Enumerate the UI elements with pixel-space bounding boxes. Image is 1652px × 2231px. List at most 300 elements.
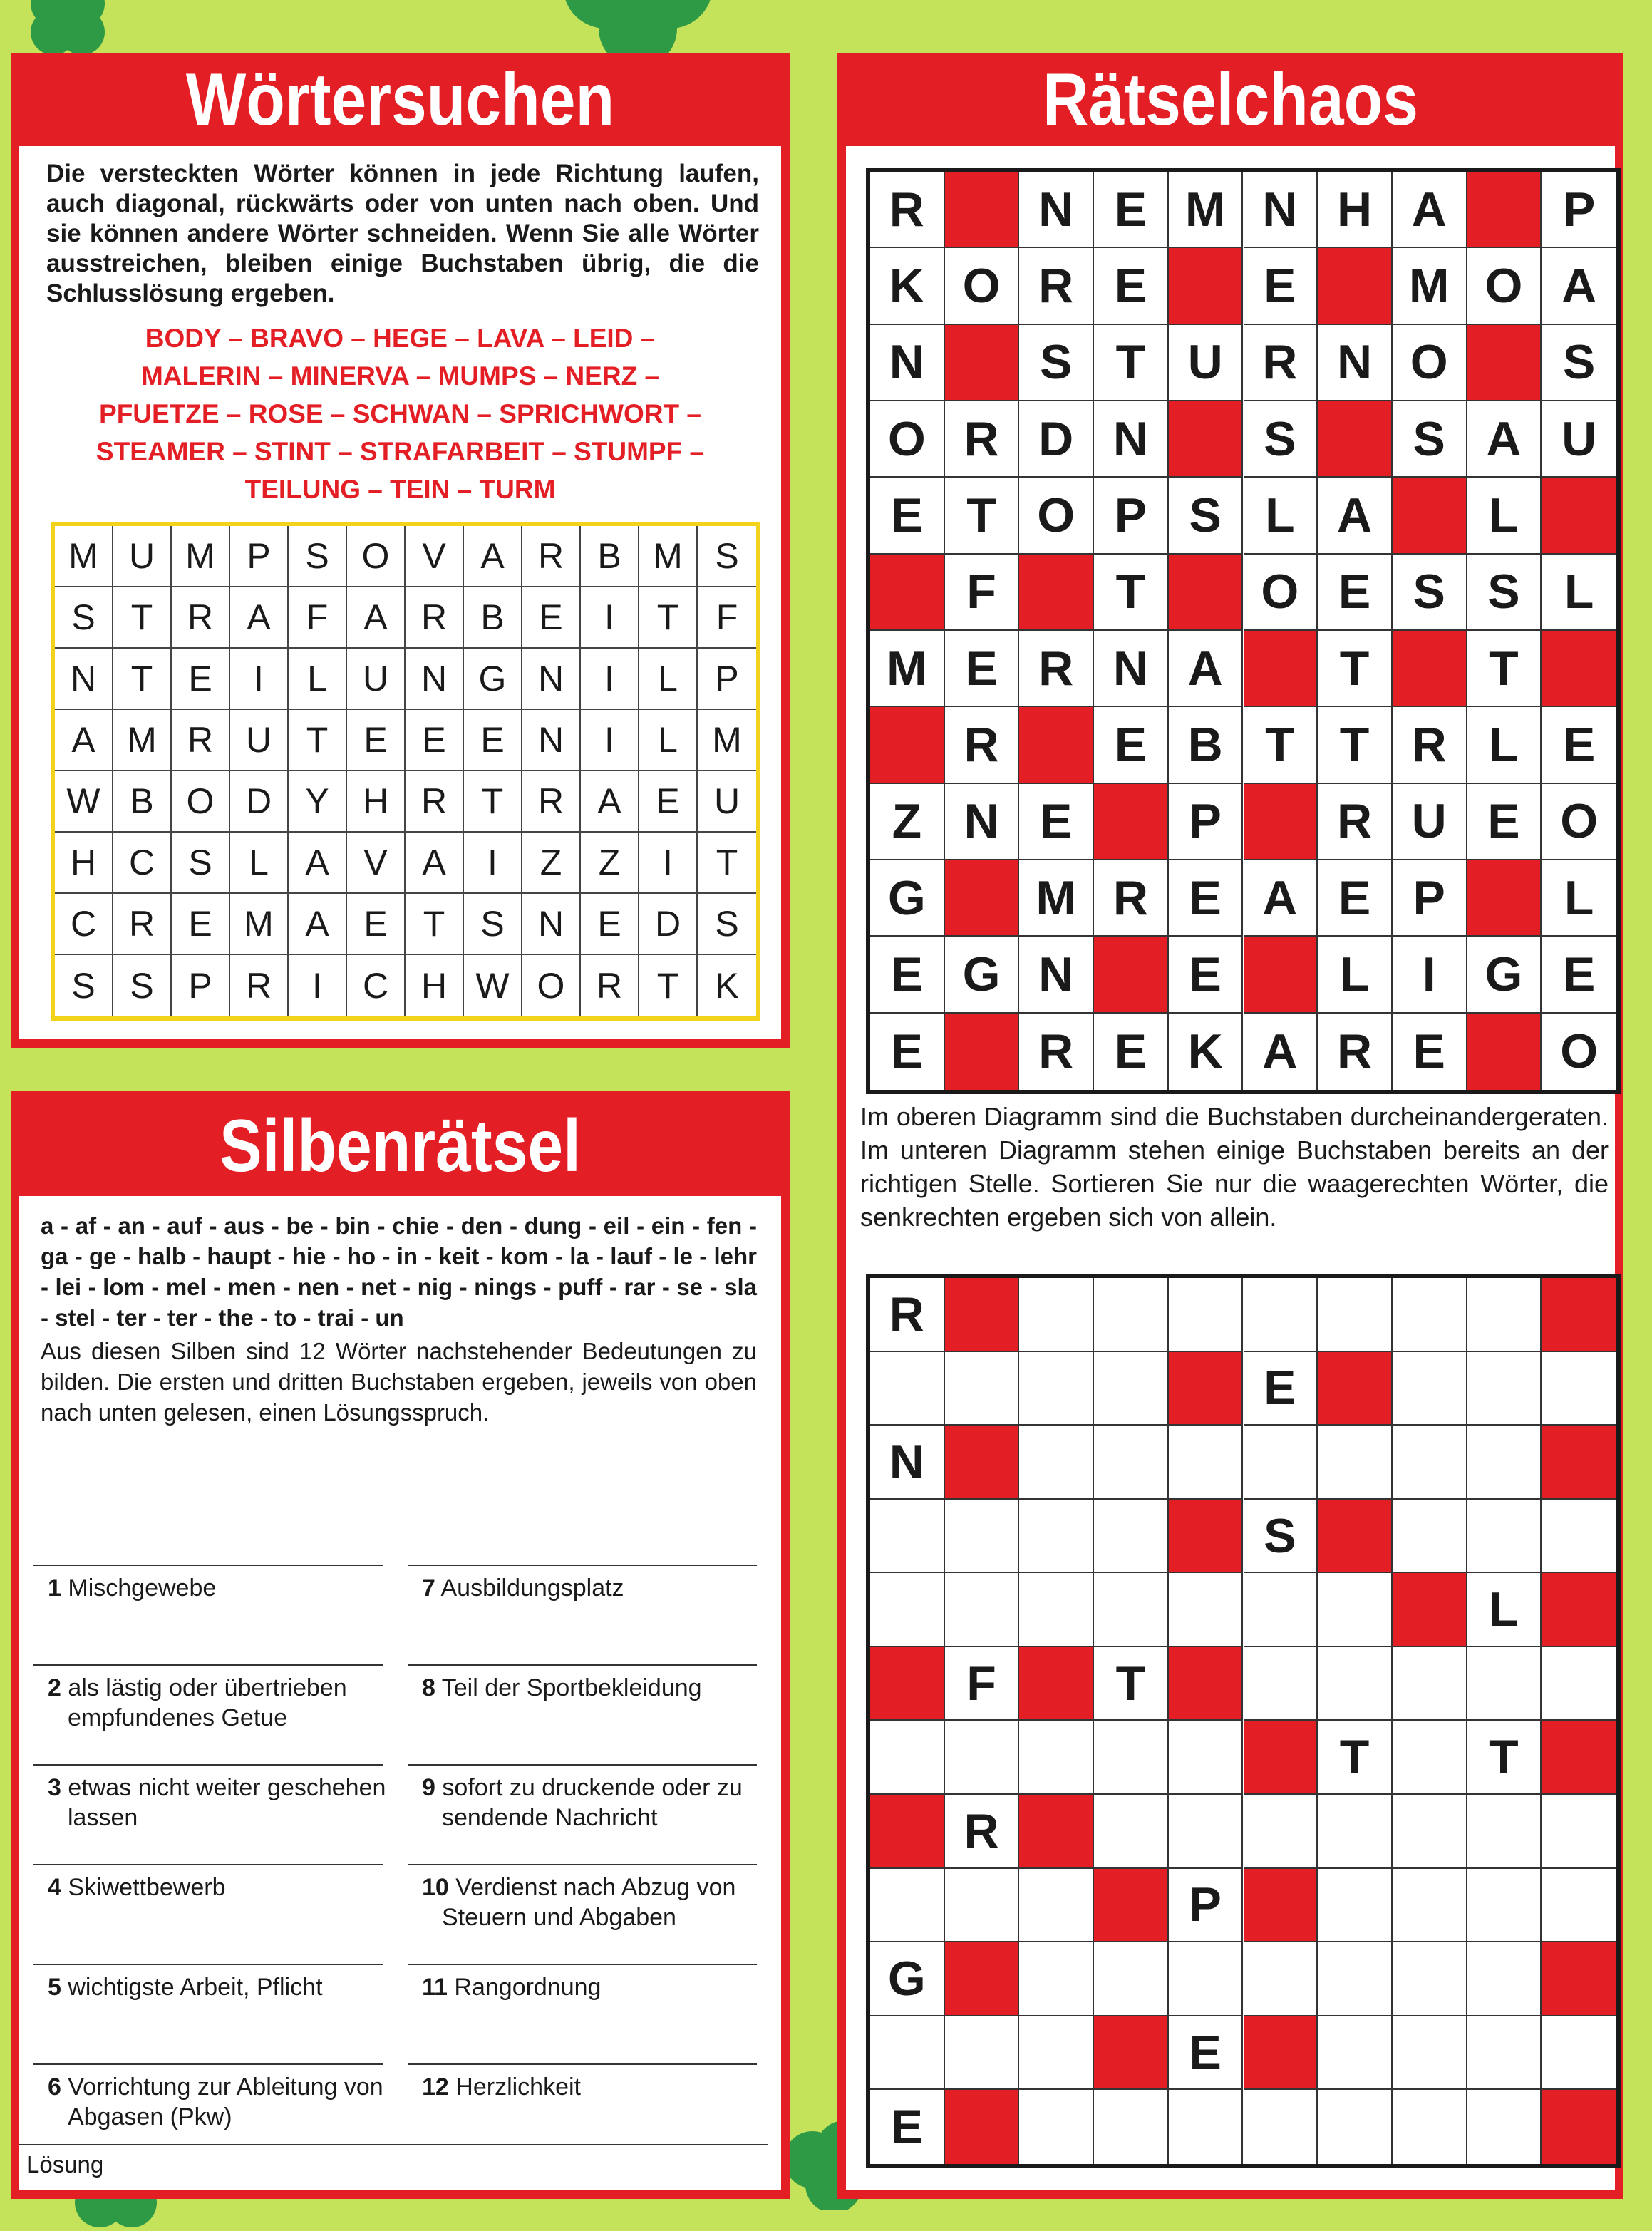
scrambled-grid-cell[interactable] [1318, 707, 1393, 783]
solution-grid-cell[interactable] [1169, 1573, 1244, 1647]
solution-grid-cell[interactable] [1244, 2090, 1318, 2164]
word-search-cell[interactable]: I [581, 587, 639, 649]
scrambled-grid-cell[interactable] [1019, 937, 1094, 1013]
scrambled-grid-cell[interactable] [1467, 401, 1542, 478]
word-search-cell[interactable]: E [639, 771, 698, 833]
clue-answer-line[interactable] [33, 2063, 383, 2065]
solution-grid-cell[interactable] [1467, 1352, 1542, 1426]
word-search-cell[interactable]: F [289, 587, 347, 649]
scrambled-grid-cell[interactable] [1094, 1014, 1169, 1090]
word-search-cell[interactable]: T [639, 955, 698, 1016]
scrambled-grid-cell[interactable] [1318, 631, 1393, 707]
solution-grid-cell[interactable] [1318, 1795, 1393, 1869]
scrambled-grid-cell[interactable] [1393, 1014, 1467, 1090]
solution-grid-cell[interactable] [1019, 1869, 1094, 1943]
word-search-cell[interactable]: P [698, 649, 756, 710]
word-search-cell[interactable]: D [230, 771, 289, 833]
word-search-cell[interactable]: R [230, 955, 289, 1016]
scrambled-grid-cell[interactable] [1393, 401, 1467, 478]
scrambled-grid-cell[interactable] [870, 631, 945, 707]
scrambled-grid-cell[interactable] [870, 401, 945, 478]
scrambled-grid-cell[interactable] [945, 248, 1020, 324]
scrambled-grid-cell[interactable] [1169, 937, 1244, 1013]
word-search-cell[interactable]: F [698, 587, 756, 649]
scrambled-grid-cell[interactable] [1542, 248, 1616, 324]
word-search-cell[interactable]: W [55, 771, 113, 833]
word-search-cell[interactable]: S [464, 894, 522, 955]
word-search-cell[interactable]: S [55, 587, 113, 649]
word-search-cell[interactable]: T [406, 894, 464, 955]
scrambled-grid-cell[interactable] [1318, 478, 1393, 554]
clue-answer-line[interactable] [408, 1664, 757, 1666]
solution-grid-cell[interactable] [1393, 1942, 1467, 2016]
word-search-cell[interactable]: V [347, 833, 406, 894]
solution-grid-cell[interactable] [1542, 1352, 1616, 1426]
word-search-cell[interactable]: S [113, 955, 172, 1016]
word-search-cell[interactable]: R [172, 710, 230, 771]
solution-grid-cell[interactable] [1244, 1426, 1318, 1500]
solution-grid-cell[interactable] [1244, 1278, 1318, 1352]
word-search-cell[interactable]: Z [522, 833, 581, 894]
solution-grid-cell[interactable] [870, 1942, 945, 2016]
solution-grid-cell[interactable] [1393, 1647, 1467, 1721]
scrambled-grid-cell[interactable] [870, 248, 945, 324]
word-search-cell[interactable]: I [289, 955, 347, 1016]
solution-grid-cell[interactable] [1169, 2090, 1244, 2164]
scrambled-grid-cell[interactable] [1244, 478, 1318, 554]
solution-grid-cell[interactable] [1019, 1278, 1094, 1352]
solution-grid-cell[interactable] [1094, 1795, 1169, 1869]
word-search-cell[interactable]: S [172, 833, 230, 894]
word-search-cell[interactable]: B [581, 526, 639, 587]
word-search-cell[interactable]: T [289, 710, 347, 771]
scrambled-grid-cell[interactable] [1169, 707, 1244, 783]
word-search-cell[interactable]: I [639, 833, 698, 894]
solution-grid-cell[interactable] [1467, 1795, 1542, 1869]
scrambled-grid-cell[interactable] [1542, 555, 1616, 631]
solution-label: Lösung [26, 2151, 104, 2178]
scrambled-grid-cell[interactable] [1318, 555, 1393, 631]
solution-grid-cell[interactable] [1094, 1278, 1169, 1352]
word-search-cell[interactable]: O [172, 771, 230, 833]
scrambled-grid-cell[interactable] [945, 478, 1020, 554]
word-search-cell[interactable]: V [406, 526, 464, 587]
word-search-cell[interactable]: A [581, 771, 639, 833]
word-search-cell[interactable]: M [113, 710, 172, 771]
scrambled-grid-cell[interactable] [1244, 860, 1318, 937]
solution-grid-cell[interactable] [1393, 1352, 1467, 1426]
scrambled-grid-cell[interactable] [945, 401, 1020, 478]
word-search-cell[interactable]: T [113, 587, 172, 649]
word-search-cell[interactable]: A [406, 833, 464, 894]
solution-grid-cell[interactable] [945, 1500, 1020, 1574]
word-search-cell[interactable]: E [347, 894, 406, 955]
scrambled-grid-cell[interactable] [1542, 784, 1616, 860]
solution-grid-cell[interactable] [1244, 1573, 1318, 1647]
scrambled-grid-cell[interactable] [1467, 478, 1542, 554]
solution-grid-cell[interactable] [1542, 1500, 1616, 1574]
word-search-cell[interactable]: R [581, 955, 639, 1016]
scrambled-grid-cell[interactable] [870, 860, 945, 937]
word-search-cell[interactable]: N [522, 649, 581, 710]
solution-grid-cell[interactable] [1542, 1795, 1616, 1869]
scrambled-grid-cell[interactable] [1393, 555, 1467, 631]
scrambled-grid-cell[interactable] [1094, 401, 1169, 478]
word-search-cell[interactable]: E [172, 649, 230, 710]
scrambled-grid-cell[interactable] [1244, 325, 1318, 401]
scrambled-grid-cell[interactable] [1094, 555, 1169, 631]
word-search-cell[interactable]: I [581, 649, 639, 710]
scrambled-grid-cell[interactable] [1019, 1014, 1094, 1090]
solution-grid-cell[interactable] [1318, 1278, 1393, 1352]
solution-grid-cell[interactable] [1094, 1721, 1169, 1795]
word-search-cell[interactable]: R [406, 587, 464, 649]
word-search-cell[interactable]: L [230, 833, 289, 894]
word-search-cell[interactable]: L [289, 649, 347, 710]
scrambled-grid-cell[interactable] [1467, 937, 1542, 1013]
solution-grid-cell[interactable] [1542, 1869, 1616, 1943]
solution-grid-cell[interactable] [1467, 1573, 1542, 1647]
word-search-cell[interactable]: A [55, 710, 113, 771]
solution-grid-cell[interactable] [1393, 2016, 1467, 2091]
solution-grid-cell[interactable] [1542, 2016, 1616, 2091]
scrambled-grid-cell[interactable] [1244, 555, 1318, 631]
word-search-cell[interactable]: W [464, 955, 522, 1016]
solution-grid-cell[interactable] [1393, 1500, 1467, 1574]
solution-grid-cell[interactable] [1318, 1426, 1393, 1500]
solution-grid-cell[interactable] [1019, 1573, 1094, 1647]
word-search-cell[interactable]: M [230, 894, 289, 955]
word-search-cell[interactable]: R [406, 771, 464, 833]
solution-grid-cell[interactable] [945, 1795, 1020, 1869]
word-search-cell[interactable]: H [347, 771, 406, 833]
solution-grid-cell[interactable] [1244, 1352, 1318, 1426]
word-search-cell[interactable]: M [55, 526, 113, 587]
word-search-cell[interactable]: I [464, 833, 522, 894]
scrambled-grid-cell[interactable] [1318, 860, 1393, 937]
clue-answer-line[interactable] [408, 1864, 757, 1865]
word-search-cell[interactable]: E [464, 710, 522, 771]
word-search-cell[interactable]: A [464, 526, 522, 587]
word-search-cell[interactable]: T [113, 649, 172, 710]
word-search-cell[interactable]: C [113, 833, 172, 894]
solution-grid-cell[interactable] [1244, 1500, 1318, 1574]
solution-grid-cell[interactable] [1019, 1500, 1094, 1574]
scrambled-grid-cell[interactable] [870, 784, 945, 860]
scrambled-grid-cell[interactable] [1244, 1014, 1318, 1090]
scrambled-grid-cell[interactable] [945, 784, 1020, 860]
clue-answer-line[interactable] [408, 2063, 757, 2065]
solution-grid-cell[interactable] [1169, 1721, 1244, 1795]
scrambled-grid-cell[interactable] [1019, 478, 1094, 554]
solution-grid-cell[interactable] [1318, 1573, 1393, 1647]
word-search-cell[interactable]: E [581, 894, 639, 955]
solution-grid-cell[interactable] [945, 1573, 1020, 1647]
solution-grid-cell[interactable] [870, 2016, 945, 2091]
word-search-cell[interactable]: E [406, 710, 464, 771]
scrambled-grid-cell[interactable] [1019, 172, 1094, 248]
solution-grid-cell[interactable] [1019, 1942, 1094, 2016]
scrambled-grid-cell[interactable] [1094, 707, 1169, 783]
solution-grid-cell[interactable] [1393, 1721, 1467, 1795]
solution-grid-cell[interactable] [1318, 2016, 1393, 2091]
solution-grid-cell[interactable] [1467, 1869, 1542, 1943]
word-search-cell[interactable]: R [113, 894, 172, 955]
solution-grid-cell[interactable] [1019, 1721, 1094, 1795]
scrambled-grid-cell[interactable] [1019, 784, 1094, 860]
solution-grid-cell[interactable] [870, 2090, 945, 2164]
scrambled-grid-cell[interactable] [1393, 860, 1467, 937]
scrambled-grid-cell[interactable] [1169, 1014, 1244, 1090]
solution-grid-cell[interactable] [945, 1721, 1020, 1795]
solution-grid-cell[interactable] [1318, 2090, 1393, 2164]
word-search-cell[interactable]: M [172, 526, 230, 587]
word-search-cell[interactable]: M [639, 526, 698, 587]
word-search-cell[interactable]: R [522, 526, 581, 587]
solution-grid-cell[interactable] [945, 1869, 1020, 1943]
word-search-cell[interactable]: E [347, 710, 406, 771]
solution-grid-cell[interactable] [1019, 2016, 1094, 2091]
scrambled-grid-cell[interactable] [1169, 631, 1244, 707]
scrambled-grid-cell[interactable] [1542, 1014, 1616, 1090]
scrambled-grid-cell[interactable] [1169, 860, 1244, 937]
scrambled-grid-cell[interactable] [1094, 478, 1169, 554]
scrambled-grid-cell[interactable] [1019, 631, 1094, 707]
scrambled-grid-cell[interactable] [1244, 707, 1318, 783]
clue-answer-line[interactable] [408, 1964, 757, 1965]
word-search-cell[interactable]: G [464, 649, 522, 710]
word-search-cell[interactable]: B [464, 587, 522, 649]
solution-grid-cell[interactable] [1019, 2090, 1094, 2164]
scrambled-grid-cell[interactable] [1542, 937, 1616, 1013]
solution-grid-cell[interactable] [1467, 1278, 1542, 1352]
scrambled-grid-cell[interactable] [1467, 784, 1542, 860]
scrambled-grid-cell[interactable] [1393, 248, 1467, 324]
solution-grid-cell[interactable] [1393, 2090, 1467, 2164]
word-search-cell[interactable]: S [698, 894, 756, 955]
scrambled-grid-block [1244, 937, 1318, 1013]
solution-grid-cell[interactable] [1467, 1426, 1542, 1500]
word-search-cell[interactable]: N [522, 894, 581, 955]
word-search-cell[interactable]: U [230, 710, 289, 771]
clue-answer-line[interactable] [408, 1764, 757, 1766]
word-search-cell[interactable]: K [715, 966, 739, 1006]
word-search-cell[interactable]: Z [581, 833, 639, 894]
solution-grid-cell[interactable] [1318, 1869, 1393, 1943]
solution-grid-cell[interactable] [1169, 1795, 1244, 1869]
solution-grid-cell[interactable] [1467, 1942, 1542, 2016]
word-search-cell[interactable]: L [639, 710, 698, 771]
scrambled-grid-cell[interactable] [1542, 172, 1616, 248]
solution-grid-cell[interactable] [1019, 1426, 1094, 1500]
solution-grid-cell[interactable] [945, 1352, 1020, 1426]
word-search-cell[interactable]: N [55, 649, 113, 710]
word-search-cell[interactable]: I [581, 710, 639, 771]
solution-grid-cell[interactable] [870, 1352, 945, 1426]
clue-answer-line[interactable] [33, 1964, 383, 1965]
scrambled-grid-cell[interactable] [1318, 784, 1393, 860]
word-search-cell[interactable]: O [347, 526, 406, 587]
word-search-cell[interactable]: N [522, 710, 581, 771]
scrambled-grid-cell[interactable] [1019, 325, 1094, 401]
scrambled-grid-cell[interactable] [945, 937, 1020, 1013]
word-search-cell[interactable]: A [347, 587, 406, 649]
word-search-cell[interactable]: A [289, 833, 347, 894]
scrambled-grid-cell[interactable] [1019, 860, 1094, 937]
solution-grid-cell[interactable] [1318, 1647, 1393, 1721]
solution-grid-cell[interactable] [1169, 1278, 1244, 1352]
scrambled-grid-cell[interactable] [1019, 248, 1094, 324]
word-search-cell[interactable]: E [172, 894, 230, 955]
scrambled-grid-cell[interactable] [870, 937, 945, 1013]
solution-grid-cell[interactable] [1393, 1795, 1467, 1869]
solution-grid-cell[interactable] [1169, 1869, 1244, 1943]
solution-grid-cell[interactable] [1393, 1869, 1467, 1943]
scrambled-grid-cell[interactable] [1094, 325, 1169, 401]
solution-grid-cell[interactable] [870, 1869, 945, 1943]
word-search-cell[interactable]: R [522, 771, 581, 833]
solution-grid-cell[interactable] [1467, 2016, 1542, 2091]
scrambled-grid-cell[interactable] [1542, 860, 1616, 937]
scrambled-grid-cell[interactable] [870, 325, 945, 401]
word-search-cell[interactable]: S [289, 526, 347, 587]
scrambled-grid-cell[interactable] [1542, 401, 1616, 478]
solution-grid-cell[interactable] [1094, 1942, 1169, 2016]
scrambled-grid-cell[interactable] [1094, 172, 1169, 248]
scrambled-grid-cell[interactable] [1169, 784, 1244, 860]
solution-grid-cell[interactable] [1318, 1721, 1393, 1795]
solution-grid-cell[interactable] [1467, 1647, 1542, 1721]
solution-grid-cell[interactable] [1244, 1795, 1318, 1869]
word-search-cell[interactable]: H [55, 833, 113, 894]
scrambled-grid-cell[interactable] [1542, 325, 1616, 401]
solution-grid-cell[interactable] [1094, 1573, 1169, 1647]
word-search-cell[interactable]: L [639, 649, 698, 710]
solution-grid-block [945, 1942, 1020, 2016]
clue-answer-line[interactable] [33, 1764, 383, 1766]
clue-answer-line[interactable] [408, 1565, 757, 1566]
solution-grid-cell[interactable] [870, 1278, 945, 1352]
solution-grid-cell[interactable] [945, 2016, 1020, 2091]
clue-answer-line[interactable] [33, 1864, 383, 1865]
scrambled-grid-cell[interactable] [1169, 172, 1244, 248]
word-search-cell[interactable]: S [55, 955, 113, 1016]
scrambled-grid-cell[interactable] [1019, 401, 1094, 478]
word-search-cell[interactable]: N [406, 649, 464, 710]
scrambled-grid-cell[interactable] [1094, 631, 1169, 707]
solution-grid-cell[interactable] [870, 1426, 945, 1500]
solution-grid-cell[interactable] [870, 1573, 945, 1647]
solution-grid-cell[interactable] [1169, 1426, 1244, 1500]
scrambled-grid-cell[interactable] [1467, 707, 1542, 783]
word-search-cell[interactable]: R [172, 587, 230, 649]
scrambled-grid-cell[interactable] [870, 478, 945, 554]
solution-grid-cell[interactable] [1094, 1426, 1169, 1500]
solution-grid-cell[interactable] [1467, 1721, 1542, 1795]
scrambled-grid-cell[interactable] [1542, 707, 1616, 783]
solution-grid-cell[interactable] [1169, 1942, 1244, 2016]
solution-grid-cell[interactable] [870, 1500, 945, 1574]
word-search-cell[interactable]: Y [289, 771, 347, 833]
word-search-cell[interactable]: H [406, 955, 464, 1016]
scrambled-grid-cell[interactable] [870, 1014, 945, 1090]
word-search-cell[interactable]: D [639, 894, 698, 955]
solution-grid-cell[interactable] [1169, 2016, 1244, 2091]
scrambled-grid-cell[interactable] [1169, 478, 1244, 554]
scrambled-grid-cell[interactable] [1467, 555, 1542, 631]
scrambled-grid-cell[interactable] [1318, 937, 1393, 1013]
solution-grid-cell[interactable] [1244, 1647, 1318, 1721]
word-search-cell[interactable]: A [289, 894, 347, 955]
solution-grid-cell[interactable] [870, 1721, 945, 1795]
solution-grid-cell[interactable] [1318, 1942, 1393, 2016]
scrambled-grid-cell[interactable] [945, 631, 1020, 707]
scrambled-grid-cell[interactable] [1393, 937, 1467, 1013]
solution-grid-cell[interactable] [945, 1647, 1020, 1721]
scrambled-grid-cell[interactable] [1393, 784, 1467, 860]
scrambled-grid-cell[interactable] [1244, 248, 1318, 324]
solution-grid-cell[interactable] [1542, 1647, 1616, 1721]
word-search-cell[interactable]: U [698, 771, 756, 833]
solution-grid-cell[interactable] [1094, 2090, 1169, 2164]
word-search-cell[interactable]: P [230, 526, 289, 587]
scrambled-grid-cell[interactable] [870, 172, 945, 248]
solution-grid-cell[interactable] [1467, 1500, 1542, 1574]
word-search-cell[interactable]: M [698, 710, 756, 771]
clue-answer-line[interactable] [33, 1565, 383, 1566]
scrambled-grid-cell[interactable] [1393, 325, 1467, 401]
word-search-cell[interactable]: C [347, 955, 406, 1016]
scrambled-grid-cell[interactable] [1318, 172, 1393, 248]
word-search-cell[interactable]: U [347, 649, 406, 710]
word-search-cell[interactable]: A [230, 587, 289, 649]
scrambled-grid-cell[interactable] [1318, 1014, 1393, 1090]
scrambled-grid-cell[interactable] [945, 707, 1020, 783]
scrambled-grid-cell[interactable] [1094, 860, 1169, 937]
scrambled-grid-cell[interactable] [1393, 172, 1467, 248]
word-search-cell[interactable]: S [698, 526, 756, 587]
scrambled-grid-cell[interactable] [1094, 248, 1169, 324]
solution-grid-cell[interactable] [1019, 1352, 1094, 1426]
solution-grid-cell[interactable] [1393, 1426, 1467, 1500]
solution-grid-cell[interactable] [1094, 1647, 1169, 1721]
word-search-cell[interactable]: E [522, 587, 581, 649]
scrambled-grid-cell[interactable] [1393, 707, 1467, 783]
solution-grid-cell[interactable] [1244, 1942, 1318, 2016]
scrambled-grid-cell[interactable] [1244, 172, 1318, 248]
scrambled-grid-cell[interactable] [1244, 401, 1318, 478]
word-search-cell[interactable]: U [113, 526, 172, 587]
word-search-cell[interactable]: T [639, 587, 698, 649]
word-search-cell[interactable]: T [464, 771, 522, 833]
scrambled-grid-cell[interactable] [1318, 325, 1393, 401]
scrambled-grid-cell[interactable] [1467, 631, 1542, 707]
word-search-cell[interactable]: I [230, 649, 289, 710]
scrambled-grid-cell[interactable] [1169, 325, 1244, 401]
solution-grid-cell[interactable] [1094, 1352, 1169, 1426]
word-search-cell[interactable]: O [522, 955, 581, 1016]
solution-grid-cell[interactable] [1094, 1500, 1169, 1574]
clue-answer-line[interactable] [33, 1664, 383, 1666]
solution-grid-cell[interactable] [1467, 2090, 1542, 2164]
word-search-cell[interactable]: B [113, 771, 172, 833]
solution-grid-cell[interactable] [1393, 1278, 1467, 1352]
word-search-cell[interactable]: P [172, 955, 230, 1016]
scrambled-grid-cell[interactable] [1467, 248, 1542, 324]
word-search-cell[interactable]: T [698, 833, 756, 894]
word-search-cell[interactable]: C [55, 894, 113, 955]
scrambled-grid-cell[interactable] [945, 555, 1020, 631]
